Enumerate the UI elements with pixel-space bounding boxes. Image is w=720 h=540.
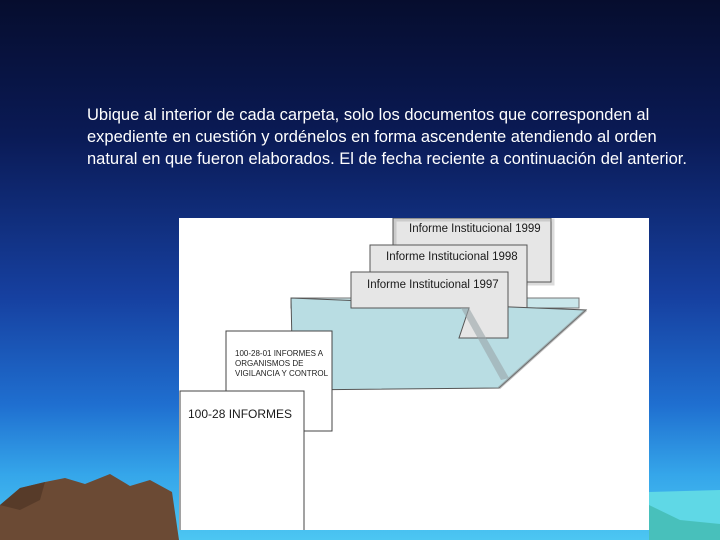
folder-front <box>291 298 586 390</box>
subseries-card-line-2: ORGANISMOS DE <box>235 359 304 368</box>
subseries-card-line-1: 100-28-01 INFORMES A <box>235 349 324 358</box>
series-card-label: 100-28 INFORMES <box>188 407 293 421</box>
subseries-card-line-3: VIGILANCIA Y CONTROL <box>235 369 329 378</box>
folder-diagram <box>179 218 649 530</box>
tab-1997-label: Informe Institucional 1997 <box>367 279 499 291</box>
tab-1998-label: Informe Institucional 1998 <box>386 251 518 263</box>
tab-1999-label: Informe Institucional 1999 <box>409 223 541 235</box>
mountain-range <box>0 474 179 540</box>
series-card <box>180 391 304 530</box>
body-text: Ubique al interior de cada carpeta, solo los documentos que corresponden al expediente en cuestión y ordénelos en forma ascendente atendiendo al orden natural en que fueron elaborados. El de fecha reciente a continuación del anterior. <box>87 106 687 168</box>
